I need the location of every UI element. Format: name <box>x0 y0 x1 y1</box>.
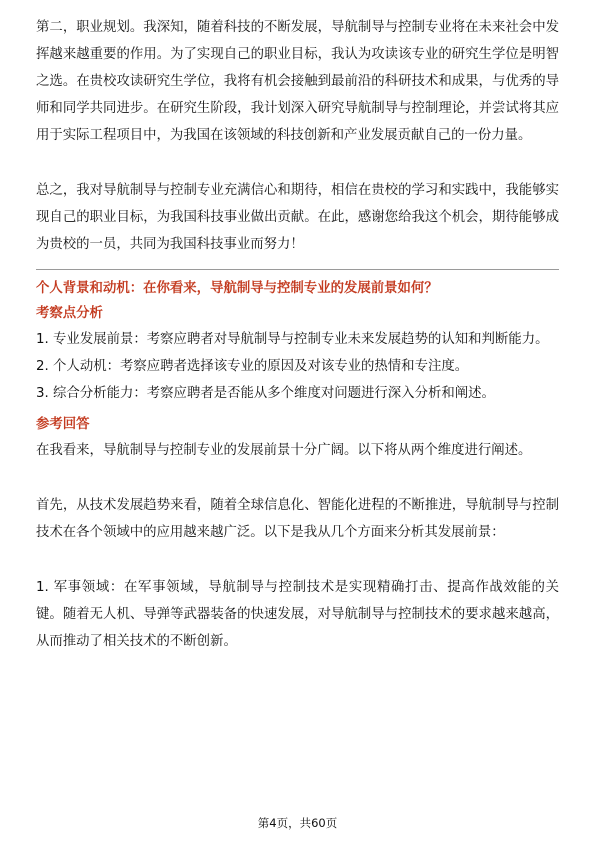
paragraph-career-plan: 第二，职业规划。我深知，随着科技的不断发展，导航制导与控制专业将在未来社会中发挥越来越重要的作用。为了实现自己的职业目标，我认为攻读该专业的研究生学位是明智之选。在贵校攻读研究生学位，我将有机会接触到最前沿的科研技术和成果，与优秀的导师和同学共同进步。在研究生阶段，我计划深入研究导航制导与控制理论，并尝试将其应用于实际工程项目中，为我国在该领域的科技创新和产业发展贡献自己的一份力量。 <box>36 20 559 143</box>
section-divider <box>36 269 559 270</box>
page-number-footer: 第4页，共60页 <box>257 816 338 830</box>
answer-heading: 参考回答 <box>36 417 90 432</box>
analysis-item: 2. 个人动机：考察应聘者选择该专业的原因及对该专业的热情和专注度。 <box>36 359 469 374</box>
analysis-heading: 考察点分析 <box>36 306 103 321</box>
answer-paragraph: 1. 军事领域：在军事领域，导航制导与控制技术是实现精确打击、提高作战效能的关键。随着无人机、导弹等武器装备的快速发展，对导航制导与控制技术的要求越来越高，从而推动了相关技术的不断创新。 <box>36 580 559 649</box>
page-content <box>36 14 559 655</box>
analysis-item: 1. 专业发展前景：考察应聘者对导航制导与控制专业未来发展趋势的认知和判断能力。 <box>36 332 549 347</box>
answer-paragraph: 在我看来，导航制导与控制专业的发展前景十分广阔。以下将从两个维度进行阐述。 <box>36 443 532 458</box>
question-title: 个人背景和动机：在你看来，导航制导与控制专业的发展前景如何？ <box>36 281 438 296</box>
analysis-item: 3. 综合分析能力：考察应聘者是否能从多个维度对问题进行深入分析和阐述。 <box>36 386 495 401</box>
paragraph-conclusion: 总之，我对导航制导与控制专业充满信心和期待，相信在贵校的学习和实践中，我能够实现自己的职业目标，为我国科技事业做出贡献。在此，感谢您给我这个机会，期待能够成为贵校的一员，共同为我国科技事业而努力！ <box>36 183 559 252</box>
answer-paragraph: 首先，从技术发展趋势来看，随着全球信息化、智能化进程的不断推进，导航制导与控制技术在各个领域中的应用越来越广泛。以下是我从几个方面来分析其发展前景： <box>36 498 559 540</box>
